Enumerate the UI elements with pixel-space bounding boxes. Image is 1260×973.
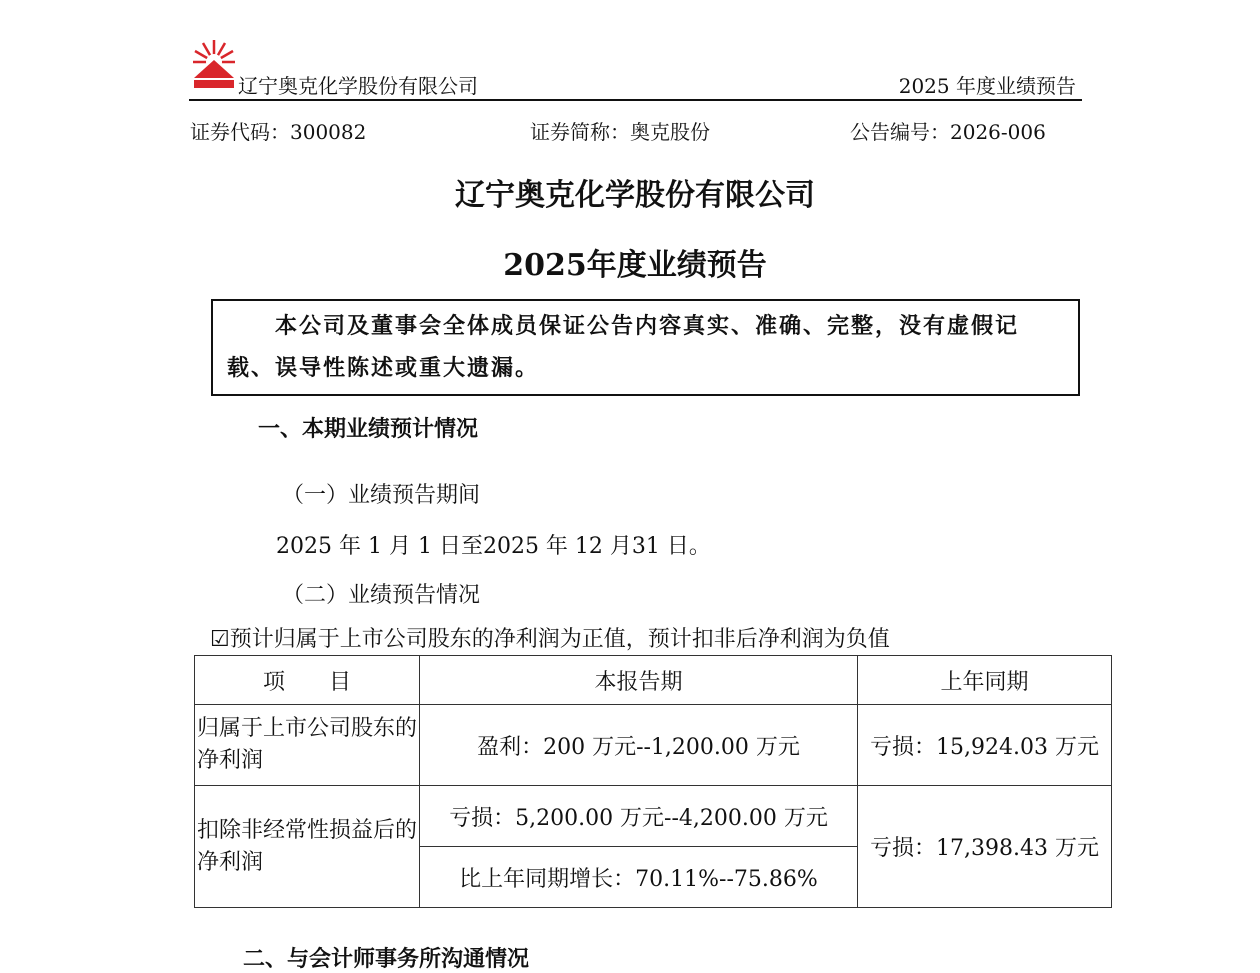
- document-subtitle: 2025年度业绩预告: [503, 248, 767, 283]
- header-rule: [189, 99, 1082, 101]
- forecast-type: 预计归属于上市公司股东的净利润为正值，预计扣非后净利润为负值: [229, 627, 890, 652]
- section-2-heading: 二、与会计师事务所沟通情况: [243, 946, 530, 972]
- row2-prior: 亏损：17,398.43 万元: [858, 786, 1112, 908]
- row2-current: 亏损：5,200.00 万元--4,200.00 万元: [420, 786, 858, 847]
- section-1-heading: 一、本期业绩预计情况: [258, 416, 479, 442]
- header-company: 辽宁奥克化学股份有限公司: [238, 74, 478, 98]
- table-header-row: [195, 656, 1112, 705]
- board-statement: 本公司及董事会全体成员保证公告内容真实、准确、完整，没有虚假记载、误导性陈述或重大遗漏。: [227, 313, 1020, 381]
- board-statement-box: [211, 299, 1080, 396]
- header-item: 项 目: [195, 656, 420, 705]
- table-row: [195, 786, 1112, 847]
- row1-prior: 亏损：15,924.03 万元: [858, 705, 1112, 786]
- subsection-1-heading: （一）业绩预告期间: [282, 483, 481, 508]
- stock-name: 证券简称：奥克股份: [530, 120, 710, 144]
- subsection-2-heading: （二）业绩预告情况: [282, 583, 481, 608]
- stock-code: 证券代码：300082: [190, 120, 367, 144]
- notice-number: 公告编号：2026-006: [850, 120, 1046, 144]
- header-prior: 上年同期: [858, 656, 1112, 705]
- forecast-table: [194, 655, 1112, 908]
- header-current: 本报告期: [420, 656, 858, 705]
- document-title: 辽宁奥克化学股份有限公司: [455, 178, 815, 213]
- checked-checkbox-icon: ☑: [210, 627, 230, 652]
- row2-item: 扣除非经常性损益后的净利润: [195, 786, 420, 908]
- forecast-period: 2025 年 1 月 1 日至2025 年 12 月31 日。: [276, 534, 711, 559]
- row2-growth: 比上年同期增长：70.11%--75.86%: [420, 847, 858, 908]
- table-row: [195, 705, 1112, 786]
- header-report-title: 2025 年度业绩预告: [898, 74, 1076, 98]
- company-logo: [192, 38, 236, 90]
- row1-item: 归属于上市公司股东的净利润: [195, 705, 420, 786]
- row1-current: 盈利：200 万元--1,200.00 万元: [420, 705, 858, 786]
